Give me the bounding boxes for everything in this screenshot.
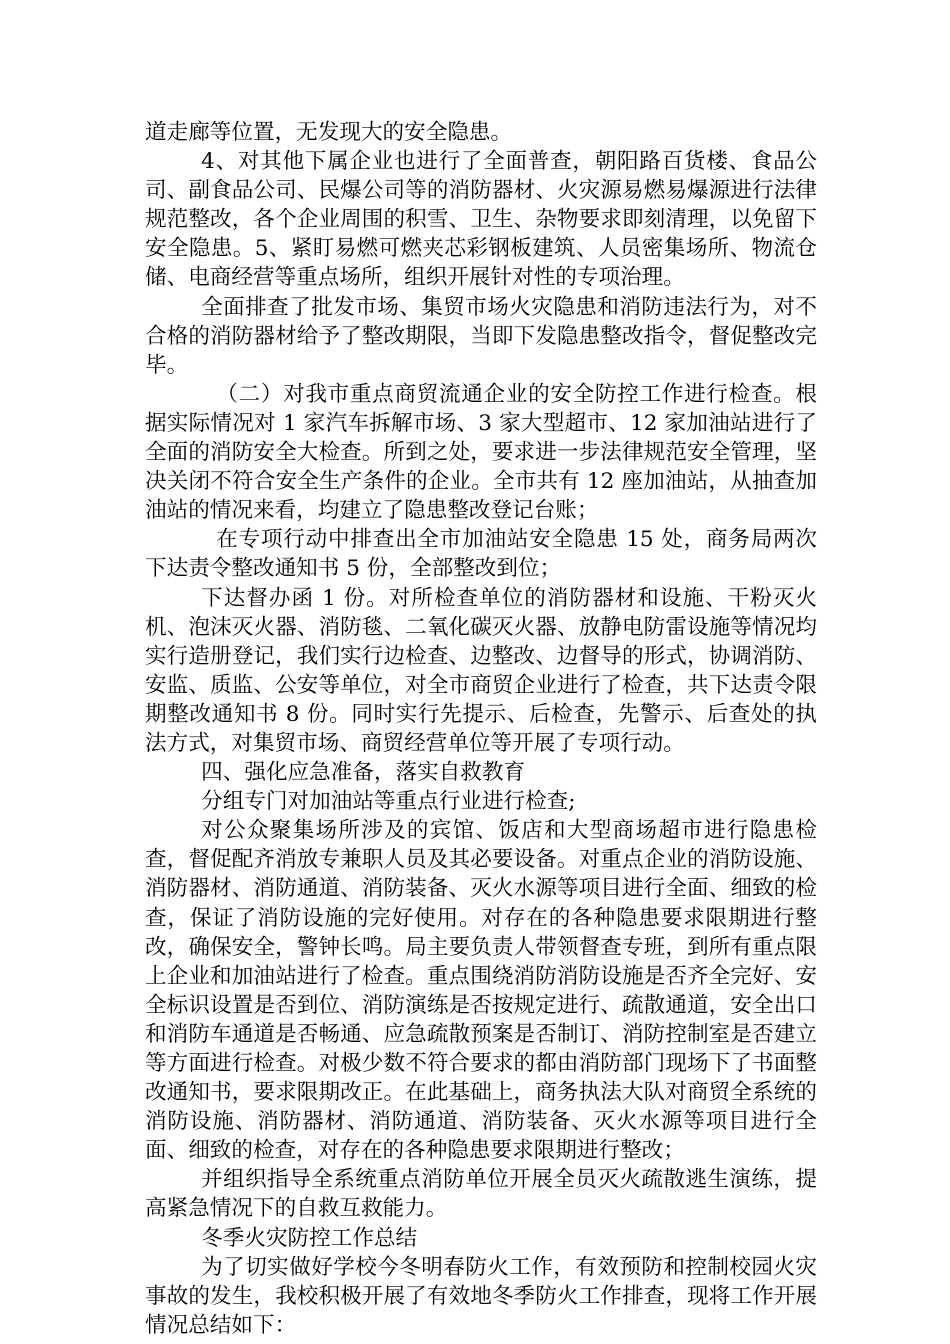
paragraph-continued: 道走廊等位置，无发现大的安全隐患。 — [145, 120, 513, 145]
paragraph-special-action: 在专项行动中排查出全市加油站安全隐患 15 处，商务局两次下达责令整改通知书 5 份，全部整改到位； — [145, 527, 817, 582]
paragraph-supervision-letter: 下达督办函 1 份。对所检查单位的消防器材和设施、干粉灭火机、泡沫灭火器、消防毯、二氧化碳灭火器、放静电防雷设施等情况均实行造册登记，我们实行边检查、边整改、边督导的形式，协调消防、安监、质监、公安等单位，对全市商贸企业进行了检查，共下达责令限期整改通知书 8 份。同时实行先提示、后检查，先警示、后查处的执法方式，对集贸市场、商贸经营单位等开展了专项行动。 — [145, 585, 817, 756]
paragraph-public-venues: 对公众聚集场所涉及的宾馆、饭店和大型商场超市进行隐患检查，督促配齐消放专兼职人员及其必要设备。对重点企业的消防设施、消防器材、消防通道、消防装备、灭火水源等项目进行全面、细致的检查，保证了消防设施的完好使用。对存在的各种隐患要求限期进行整改，确保安全，警钟长鸣。局主要负责人带领督查专班，到所有重点限上企业和加油站进行了检查。重点围绕消防消防设施是否齐全完好、安全标识设置是否到位、消防演练是否按规定进行、疏散通道，安全出口和消防车通道是否畅通、应急疏散预案是否制订、消防控制室是否建立等方面进行检查。对极少数不符合要求的都由消防部门现场下了书面整改通知书，要求限期改正。在此基础上，商务执法大队对商贸全系统的消防设施、消防器材、消防通道、消防装备、灭火水源等项目进行全面、细致的检查，对存在的各种隐患要求限期进行整改； — [145, 818, 817, 1164]
document-page — [145, 118, 817, 1340]
paragraph-item-4: 4、对其他下属企业也进行了全面普查，朝阳路百货楼、食品公司、副食品公司、民爆公司等的消防器材、火灾源易燃易爆源进行法律规范整改，各个企业周围的积雪、卫生、杂物要求即刻清理，以免留下安全隐患。5、紧盯易燃可燃夹芯彩钢板建筑、人员密集场所、物流仓储、电商经营等重点场所，组织开展针对性的专项治理。 — [145, 149, 817, 291]
paragraph-section-2: （二）对我市重点商贸流通企业的安全防控工作进行检查。根据实际情况对 1 家汽车拆解市场、3 家大型超市、12 家加油站进行了全面的消防安全大检查。所到之处，要求进一步法律规范安全管理，坚决关闭不符合安全生产条件的企业。全市共有 12 座加油站，从抽查加油站的情况来看，均建立了隐患整改登记台账； — [145, 381, 817, 524]
section-heading-winter: 冬季火灾防控工作总结 — [201, 1225, 418, 1251]
section-heading-4: 四、强化应急准备，落实自救教育 — [201, 760, 526, 786]
paragraph-school-intro: 为了切实做好学校今冬明春防火工作，有效预防和控制校园火灾事故的发生，我校积极开展了有效地冬季防火工作排查，现将工作开展情况总结如下： — [145, 1254, 817, 1338]
paragraph-inspection-summary: 全面排查了批发市场、集贸市场火灾隐患和消防违法行为，对不合格的消防器材给予了整改期限，当即下发隐患整改指令，督促整改完毕。 — [145, 294, 817, 378]
paragraph-group-inspection: 分组专门对加油站等重点行业进行检查; — [201, 789, 576, 815]
paragraph-drill: 并组织指导全系统重点消防单位开展全员灭火疏散逃生演练，提高紧急情况下的自救互救能力。 — [145, 1167, 817, 1222]
